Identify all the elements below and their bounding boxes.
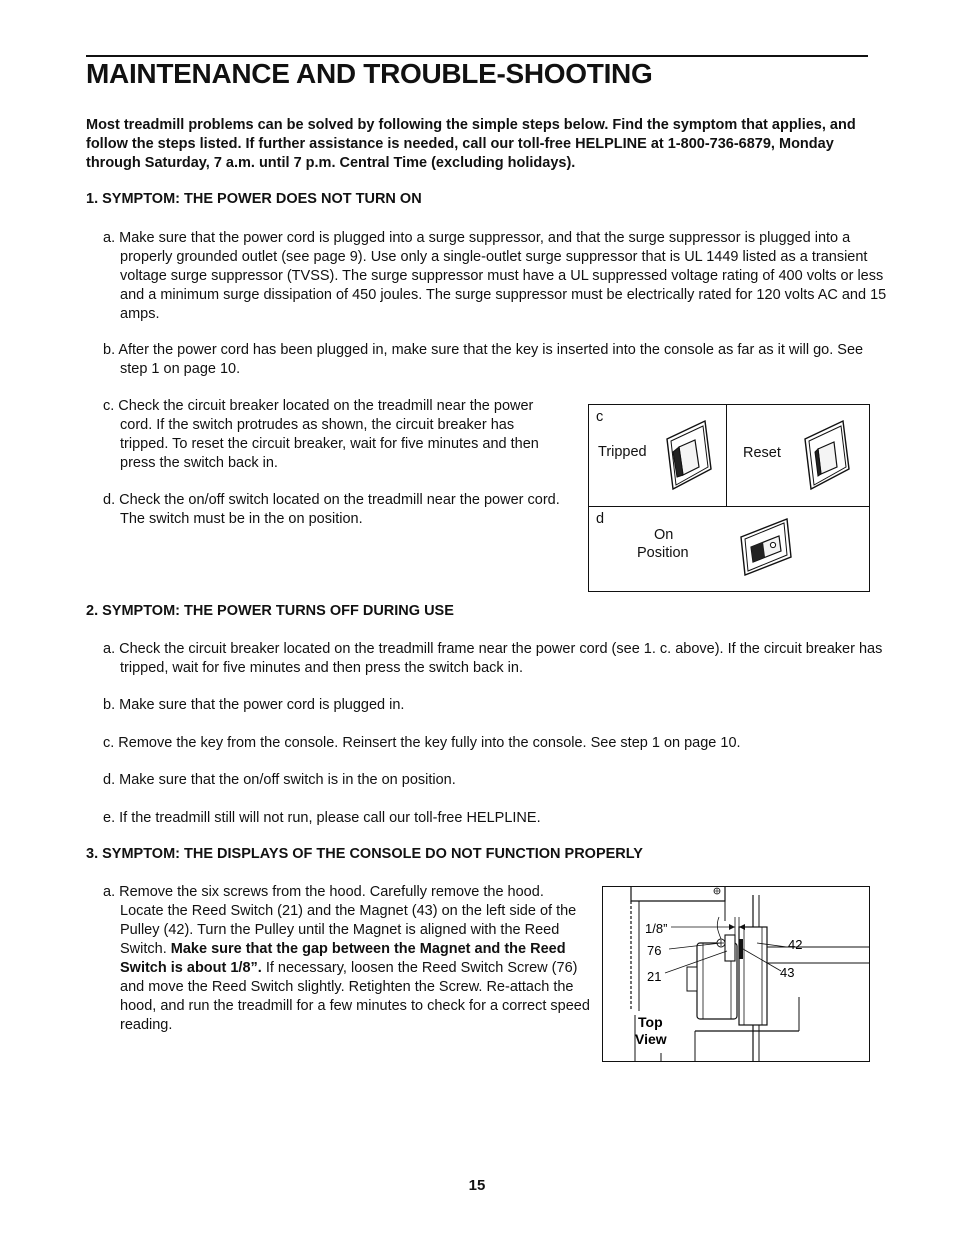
callout-43: 43 <box>780 965 795 980</box>
tripped-breaker-icon <box>665 419 715 491</box>
position-label: Position <box>637 545 689 561</box>
figure-label-c: c <box>596 409 604 425</box>
callout-42: 42 <box>788 937 803 952</box>
symptom-2-heading: 2. SYMPTOM: THE POWER TURNS OFF DURING USE <box>86 603 454 619</box>
symptom-2-step-b: b. Make sure that the power cord is plugged in. <box>103 697 405 713</box>
symptom-2-step-e: e. If the treadmill still will not run, please call our toll-free HELPLINE. <box>103 810 541 826</box>
symptom-2-step-c: c. Remove the key from the console. Reinsert the key fully into the console. See step 1 on page 10. <box>103 735 741 751</box>
reed-switch-figure <box>602 886 870 1062</box>
top-label: Top <box>638 1014 663 1030</box>
figure-divider-vertical <box>726 405 727 506</box>
symptom-1-heading: 1. SYMPTOM: THE POWER DOES NOT TURN ON <box>86 191 422 207</box>
reset-breaker-icon <box>803 419 853 491</box>
intro-paragraph: Most treadmill problems can be solved by following the simple steps below. Find the symptom that applies, and follow the steps listed. If further assistance is needed, call our toll-free HELPLINE at 1-800-736-6879, Monday through Saturday, 7 a.m. until 7 p.m. Central Time (excluding holidays). <box>86 117 856 171</box>
reed-switch-diagram <box>603 887 869 1061</box>
callout-21: 21 <box>647 969 662 984</box>
view-label: View <box>635 1031 667 1047</box>
symptom-2-step-d: d. Make sure that the on/off switch is in the on position. <box>103 772 456 788</box>
reset-label: Reset <box>743 445 781 461</box>
on-label: On <box>654 527 674 543</box>
step-a-text-1: a. Remove the six screws from the hood. Carefully remove the hood. Locate the Reed Switch (21) and the Magnet (43) on the left side of the Pulley (42). Turn the Pulley until the Magnet is aligned with the Reed Switch. <box>103 884 577 957</box>
figure-label-d: d <box>596 511 605 527</box>
step-a-bold-text: Make sure that the gap between the Magnet and the Reed Switch is about 1/8”. <box>120 941 566 976</box>
symptom-1-step-d: d. Check the on/off switch located on the treadmill near the power cord. The switch must be in the on position. <box>103 492 560 527</box>
step-a-text-2: If necessary, loosen the Reed Switch Screw (76) and move the Reed Switch slightly. Retighten the Screw. Re-attach the hood, and run the treadmill for a few minutes to check for a correct speed reading. <box>120 960 590 1033</box>
header-rule <box>86 55 868 57</box>
symptom-1-step-c: c. Check the circuit breaker located on the treadmill near the power cord. If the switch protrudes as shown, the circuit breaker has tripped. To reset the circuit breaker, wait for five minutes and then press the switch back in. <box>103 398 539 471</box>
symptom-1-step-a: a. Make sure that the power cord is plugged into a surge suppressor, and that the surge suppressor is plugged into a properly grounded outlet (see page 9). Use only a single-outlet surge suppressor that is UL 1449 listed as a transient voltage surge suppressor (TVSS). The surge suppressor must have a UL suppressed voltage rating of 400 volts or less and a minimum surge dissipation of 450 joules. The surge suppressor must be electrically rated for 120 volts AC and 15 amps. <box>103 230 887 322</box>
tripped-label: Tripped <box>598 444 647 460</box>
symptom-3-step-a <box>103 883 590 1035</box>
circuit-breaker-figure <box>588 404 870 592</box>
callout-76: 76 <box>647 943 662 958</box>
symptom-3-heading: 3. SYMPTOM: THE DISPLAYS OF THE CONSOLE DO NOT FUNCTION PROPERLY <box>86 846 643 862</box>
symptom-1-step-b: b. After the power cord has been plugged in, make sure that the key is inserted into the console as far as it will go. See step 1 on page 10. <box>103 342 864 377</box>
symptom-2-step-a: a. Check the circuit breaker located on the treadmill frame near the power cord (see 1. c. above). If the circuit breaker has tripped, wait for five minutes and then press the switch back in. <box>103 641 883 676</box>
page-title: MAINTENANCE AND TROUBLE-SHOOTING <box>86 58 653 89</box>
page-number: 15 <box>468 1177 486 1194</box>
gap-label: 1/8” <box>645 921 668 936</box>
figure-divider-horizontal <box>589 506 869 507</box>
on-off-switch-icon <box>737 515 795 577</box>
